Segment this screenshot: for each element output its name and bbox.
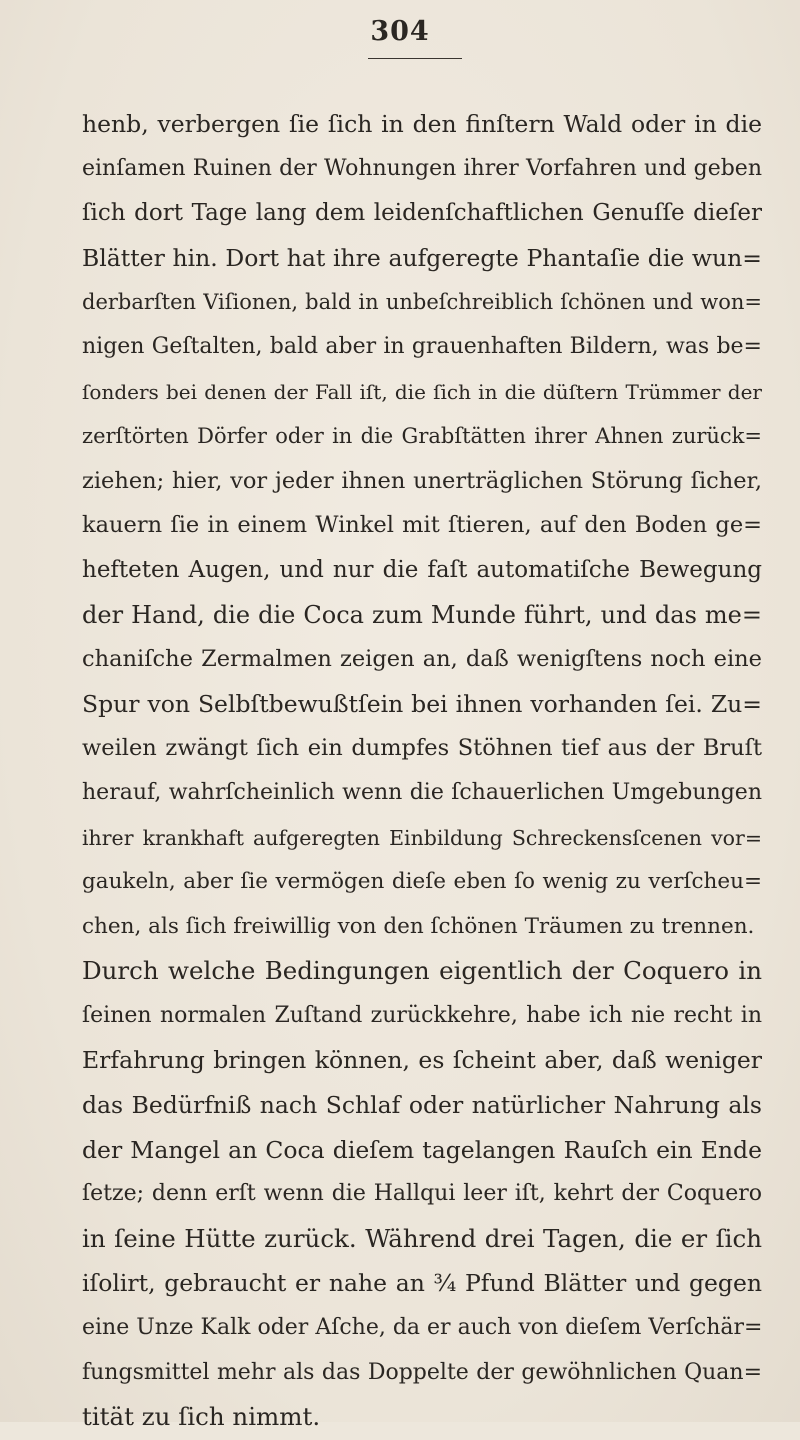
text-line-10: kauern ſie in einem Winkel mit ſtieren, auf den Boden ge= [82,512,762,539]
text-line-2: einſamen Ruinen der Wohnungen ihrer Vorfahren und geben [82,155,762,181]
text-line-21: ſeinen normalen Zuſtand zurückkehre, habe ich nie recht in [82,1002,762,1028]
text-line-30: tität zu ſich nimmt. [82,1402,321,1432]
text-line-28: eine Unze Kalk oder Aſche, da er auch von dieſem Verſchär= [82,1315,762,1341]
text-line-22: Erfahrung bringen können, es ſcheint aber, daß weniger [82,1046,762,1075]
text-line-25: ſetze; denn erſt wenn die Hallqui leer iſt, kehrt der Coquero [82,1181,762,1207]
text-line-27: iſolirt, gebraucht er nahe an ¾ Pfund Blätter und gegen [82,1269,762,1298]
body-text [82,102,762,1440]
text-line-1: henb, verbergen ſie ſich in den finſtern Wald oder in die [82,110,762,138]
text-line-18: gaukeln, aber ſie vermögen dieſe eben ſo wenig zu verſcheu= [82,869,762,895]
header-rule [368,58,462,59]
text-line-13: chaniſche Zermalmen zeigen an, daß wenigſtens noch eine [82,646,762,673]
text-line-24: der Mangel an Coca dieſem tagelangen Rauſch ein Ende [82,1135,762,1164]
text-line-11: hefteten Augen, und nur die faſt automatiſche Bewegung [82,556,762,583]
text-line-20: Durch welche Bedingungen eigentlich der Coquero in [82,956,762,986]
text-line-23: das Bedürfniß nach Schlaf oder natürlicher Nahrung als [82,1091,762,1120]
text-line-9: ziehen; hier, vor jeder ihnen unerträglichen Störung ſicher, [82,467,762,494]
text-line-5: derbarſten Viſionen, bald in unbeſchreiblich ſchönen und won= [82,290,762,315]
text-line-17: ihrer krankhaft aufgeregten Einbildung Schreckensſcenen vor= [82,825,762,850]
text-line-14: Spur von Selbſtbewußtſein bei ihnen vorhanden ſei. Zu= [82,689,762,718]
text-line-15: weilen zwängt ſich ein dumpfes Stöhnen tief aus der Bruſt [82,735,762,762]
text-line-6: nigen Geſtalten, bald aber in grauenhaften Bildern, was be= [82,333,762,359]
text-line-7: ſonders bei denen der Fall iſt, die ſich in die düſtern Trümmer der [82,379,762,404]
text-line-3: ſich dort Tage lang dem leidenſchaftlichen Genuſſe dieſer [82,200,762,227]
text-line-26: in ſeine Hütte zurück. Während drei Tagen, die er ſich [82,1223,762,1253]
text-line-4: Blätter hin. Dort hat ihre aufgeregte Phantaſie die wun= [82,243,762,272]
text-line-8: zerſtörten Dörfer oder in die Grabſtätten ihrer Ahnen zurück= [82,424,762,449]
text-line-12: der Hand, die die Coca zum Munde führt, und das me= [82,600,762,629]
text-line-19: chen, als ſich freiwillig von den ſchönen Träumen zu trennen. [82,913,755,939]
page-number: 304 [370,16,430,47]
text-line-16: herauf, wahrſcheinlich wenn die ſchauerlichen Umgebungen [82,779,762,805]
text-line-29: fungsmittel mehr als das Doppelte der gewöhnlichen Quan= [82,1359,762,1385]
